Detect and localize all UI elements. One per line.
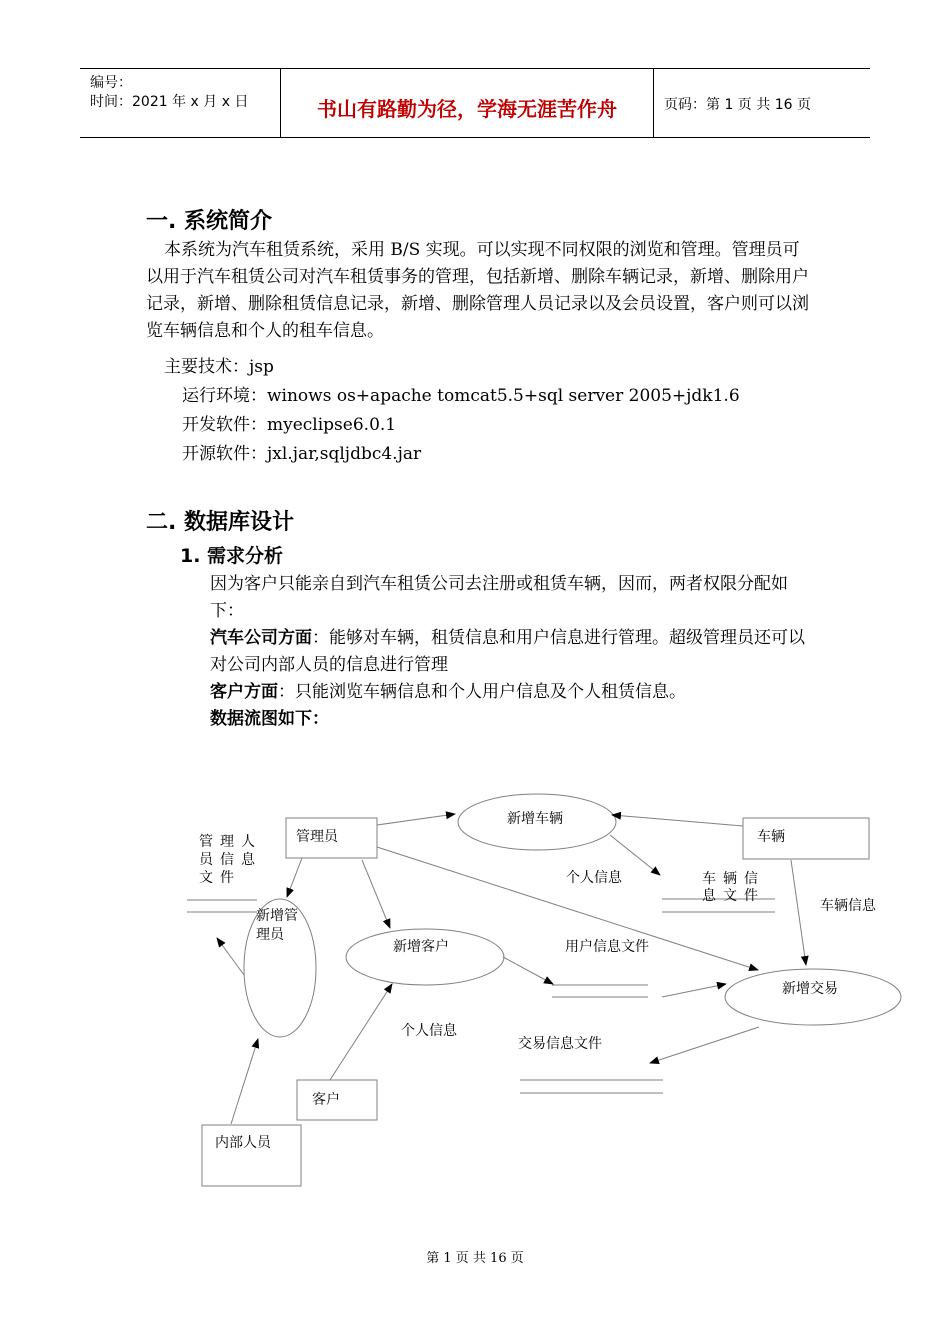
- flow-admin-to-new-customer: [362, 860, 390, 928]
- flow-admin-to-new-admin: [287, 858, 302, 897]
- runtime-env: 运行环境：winows os+apache tomcat5.5+sql server 2005+jdk1.6: [182, 386, 740, 406]
- header-page-number: 页码：第 1 页 共 16 页: [664, 97, 811, 113]
- new-admin-label: 新增管理员: [256, 908, 298, 943]
- section2-title: 二. 数据库设计: [146, 510, 295, 535]
- open-source: 开源软件：jxl.jar,sqljdbc4.jar: [182, 444, 422, 464]
- requirements-intro: 因为客户只能亲自到汽车租赁公司去注册或租赁车辆，因而，两者权限分配如下：: [210, 574, 788, 621]
- subsection-requirements-title: 1. 需求分析: [180, 545, 284, 567]
- personal-info-label-bottom: 个人信息: [401, 1023, 457, 1039]
- vehicle-label: 车辆: [757, 829, 785, 845]
- personal-info-label-top: 个人信息: [566, 870, 622, 886]
- main-tech: 主要技术：jsp: [164, 357, 274, 377]
- dev-software: 开发软件：myeclipse6.0.1: [182, 415, 397, 435]
- flow-customer-to-new-customer: [330, 984, 392, 1080]
- customer-label: 客户: [312, 1092, 340, 1108]
- customer-text: ：只能浏览车辆信息和个人用户信息及个人租赁信息。: [278, 682, 686, 702]
- page-footer: 第 1 页 共 16 页: [426, 1251, 524, 1266]
- flow-admin-to-new-vehicle: [377, 814, 455, 825]
- vehicle-info-file-label: 车辆信息文件: [702, 871, 765, 904]
- flow-label: 数据流图如下：: [210, 709, 329, 729]
- user-info-file-label: 用户信息文件: [565, 939, 649, 955]
- flow-new-customer-to-user-file: [503, 957, 553, 984]
- header-time: 时间：2021 年 x 月 x 日: [90, 94, 249, 110]
- flow-new-transaction-to-transaction-file: [650, 1027, 759, 1063]
- company-text: ：能够对车辆，租赁信息和用户信息进行管理。超级管理员还可以对公司内部人员的信息进行管理: [210, 628, 805, 675]
- flow-vehicle-to-new-vehicle: [612, 815, 743, 826]
- staff-label: 内部人员: [215, 1135, 271, 1151]
- customer-label: 客户方面: [210, 682, 278, 702]
- transaction-info-file-label: 交易信息文件: [518, 1036, 602, 1052]
- company-label: 汽车公司方面: [210, 628, 312, 648]
- flow-user-file-to-new-transaction: [662, 984, 726, 997]
- new-vehicle-label: 新增车辆: [507, 811, 563, 827]
- header-number: 编号：: [90, 75, 132, 91]
- flow-new-admin-to-staff-file: [217, 938, 244, 975]
- vehicle-info-label: 车辆信息: [820, 898, 876, 914]
- flow-vehicle-to-new-transaction: [791, 860, 806, 965]
- admin-label: 管理员: [296, 829, 338, 845]
- flow-staff-to-new-admin: [231, 1039, 258, 1124]
- header-motto: 书山有路勤为径，学海无涯苦作舟: [317, 97, 617, 121]
- section1-title: 一. 系统简介: [146, 209, 273, 234]
- section1-paragraph: 本系统为汽车租赁系统，采用 B/S 实现。可以实现不同权限的浏览和管理。管理员可以用于汽车租赁公司对汽车租赁事务的管理，包括新增、删除车辆记录，新增、删除用户记录，新增、删除租赁信息记录，新增、删除管理人员记录以及会员设置，客户则可以浏览车辆信息和个人的租车信息。: [146, 240, 809, 341]
- new-transaction-label: 新增交易: [782, 981, 838, 997]
- staff-info-file-label: 管理人员信息文件: [199, 834, 262, 886]
- new-customer-label: 新增客户: [393, 939, 449, 955]
